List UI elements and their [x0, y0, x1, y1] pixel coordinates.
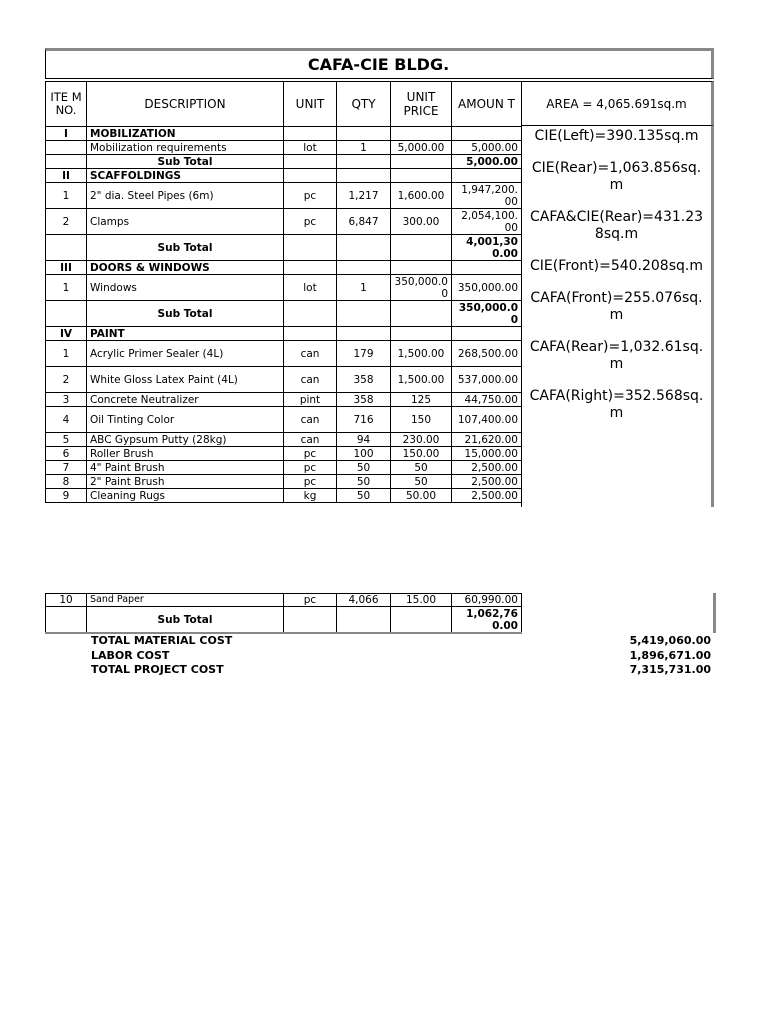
area-item: CIE(Rear)=1,063.856sq.m: [531, 160, 702, 193]
labor-cost-row: LABOR COST 1,896,671.00: [91, 648, 711, 662]
header-row: [46, 82, 522, 127]
area-item: CAFA(Rear)=1,032.61sq.m: [529, 339, 704, 372]
table-row: 7 4" Paint Brush pc 50 50 2,500.00: [46, 461, 522, 475]
col-header-item-no: ITE M NO.: [46, 82, 87, 127]
col-header-qty: QTY: [337, 82, 391, 127]
area-item: CAFA&CIE(Rear)=431.238sq.m: [529, 209, 704, 242]
table-row: 10 Sand Paper pc 4,066 15.00 60,990.00: [46, 594, 522, 607]
table-row: 6 Roller Brush pc 100 150.00 15,000.00: [46, 447, 522, 461]
total-material-row: TOTAL MATERIAL COST 5,419,060.00: [91, 634, 711, 647]
table-row: 2 White Gloss Latex Paint (4L) can 358 1,500.00 537,000.00: [46, 367, 522, 393]
area-breakdown: [521, 126, 714, 507]
table-row: 3 Concrete Neutralizer pint 358 125 44,750.00: [46, 393, 522, 407]
section-row: III DOORS & WINDOWS: [46, 261, 522, 275]
area-item: CAFA(Right)=352.568sq.m: [529, 388, 704, 421]
table-row: 1 Acrylic Primer Sealer (4L) can 179 1,500.00 268,500.00: [46, 341, 522, 367]
col-header-unit-price: UNIT PRICE: [391, 82, 452, 127]
area-heading: AREA = 4,065.691sq.m: [521, 81, 714, 126]
col-header-description: DESCRIPTION: [87, 82, 284, 127]
table-row: 1 Windows lot 1 350,000.00 350,000.00: [46, 275, 522, 301]
subtotal-value: 5,000.00: [452, 155, 522, 169]
section-row: IV PAINT: [46, 327, 522, 341]
border-segment: [713, 593, 716, 633]
estimate-table: [45, 81, 522, 503]
sheet-title: CAFA-CIE BLDG.: [45, 48, 714, 79]
area-item: CIE(Front)=540.208sq.m: [530, 258, 703, 274]
subtotal-label: Sub Total: [87, 155, 284, 169]
section-row: [46, 127, 522, 141]
table-row: 2 Clamps pc 6,847 300.00 2,054,100.00: [46, 209, 522, 235]
subtotal-row: Sub Total 1,062,760.00: [46, 607, 522, 633]
table-row: 8 2" Paint Brush pc 50 50 2,500.00: [46, 475, 522, 489]
table-row: Mobilization requirements lot 1 5,000.00 5,000.00: [46, 141, 522, 155]
table-row: 4 Oil Tinting Color can 716 150 107,400.00: [46, 407, 522, 433]
estimate-table-continued: [45, 593, 522, 633]
col-header-amount: AMOUN T: [452, 82, 522, 127]
section-title: MOBILIZATION: [87, 127, 284, 141]
item-description: Mobilization requirements: [87, 141, 284, 155]
subtotal-row: Sub Total 4,001,300.00: [46, 235, 522, 261]
cost-totals: [91, 634, 711, 678]
table-row: 9 Cleaning Rugs kg 50 50.00 2,500.00: [46, 489, 522, 503]
subtotal-row: Sub Total 350,000.00: [46, 301, 522, 327]
table-row: 1 2" dia. Steel Pipes (6m) pc 1,217 1,600.00 1,947,200.00: [46, 183, 522, 209]
area-item: CIE(Left)=390.135sq.m: [534, 128, 699, 144]
table-row: 5 ABC Gypsum Putty (28kg) can 94 230.00 21,620.00: [46, 433, 522, 447]
col-header-unit: UNIT: [284, 82, 337, 127]
total-project-row: TOTAL PROJECT COST 7,315,731.00: [91, 663, 711, 676]
area-item: CAFA(Front)=255.076sq.m: [530, 290, 703, 323]
subtotal-row: [46, 155, 522, 169]
section-row: II SCAFFOLDINGS: [46, 169, 522, 183]
section-no: I: [46, 127, 87, 141]
